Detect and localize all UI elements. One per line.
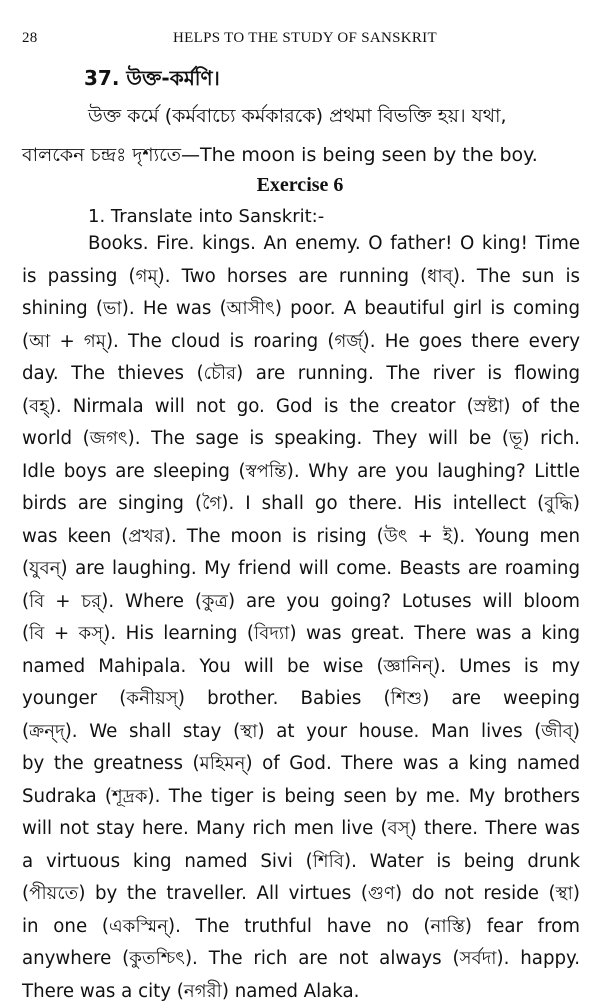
exercise-line: (আ + গম্). The cloud is roaring (গর্জ্). He goes there every xyxy=(22,326,580,359)
running-head: HELPS TO THE STUDY OF SANSKRIT xyxy=(22,30,578,47)
exercise-body xyxy=(22,228,580,1008)
exercise-line: Idle boys are sleeping (স্বপন্তি). Why are you laughing? Little xyxy=(22,456,580,489)
exercise-line: named Mahipala. You will be wise (জ্ঞানিন্). Umes is my xyxy=(22,651,580,684)
page-number: 28 xyxy=(22,30,38,47)
exercise-line: by the greatness (মহিমন্) of God. There was a king named xyxy=(22,748,580,781)
exercise-line: There was a city (নগরী) named Alaka. xyxy=(22,976,580,1008)
exercise-instruction: 1. Translate into Sanskrit:- xyxy=(88,206,324,227)
exercise-line: Sudraka (শূদ্রক). The tiger is being seen by me. My brothers xyxy=(22,781,580,814)
exercise-line: day. The thieves (চৌর) are running. The river is flowing xyxy=(22,358,580,391)
exercise-line: birds are singing (গৈ). I shall go there. His intellect (বুদ্ধি) xyxy=(22,488,580,521)
exercise-line: will not stay here. Many rich men live (বস্) there. There was xyxy=(22,813,580,846)
exercise-line: (পীয়তে) by the traveller. All virtues (গুণ) do not reside (স্থা) xyxy=(22,878,580,911)
exercise-line: anywhere (কুতশ্চিৎ). The rich are not always (সর্বদা). happy. xyxy=(22,943,580,976)
exercise-line: world (জগৎ). The sage is speaking. They will be (ভূ) rich. xyxy=(22,423,580,456)
grammar-rule-line: উক্ত কর্মে (কর্মবাচ্যে কর্মকারকে) প্রথমা বিভক্তি হয়। যথা, xyxy=(88,102,507,134)
exercise-line: (ক্রন্দ্). We shall stay (স্থা) at your house. Man lives (জীব্) xyxy=(22,716,580,749)
exercise-heading: Exercise 6 xyxy=(0,174,600,197)
exercise-line: shining (ভা). He was (আসীৎ) poor. A beautiful girl is coming xyxy=(22,293,580,326)
exercise-line: Books. Fire. kings. An enemy. O father! O king! Time xyxy=(22,228,580,261)
exercise-line: a virtuous king named Sivi (শিবি). Water is being drunk xyxy=(22,846,580,879)
grammar-example-line: বালকেন চন্দ্রঃ দৃশ্যতে—The moon is being seen by the boy. xyxy=(22,141,538,173)
exercise-line: (বহ্). Nirmala will not go. God is the creator (স্রষ্টা) of the xyxy=(22,391,580,424)
section-title: 37. উক্ত-কর্মণি। xyxy=(84,64,220,97)
exercise-line: (যুবন্) are laughing. My friend will come. Beasts are roaming xyxy=(22,553,580,586)
exercise-line: in one (একস্মিন্). The truthful have no (নাস্তি) fear from xyxy=(22,911,580,944)
page-header xyxy=(22,30,578,52)
exercise-line: (বি + চর্). Where (কুত্র) are you going? Lotuses will bloom xyxy=(22,586,580,619)
exercise-line: younger (কনীয়স্) brother. Babies (শিশু) are weeping xyxy=(22,683,580,716)
exercise-line: is passing (গম্). Two horses are running (ধাব্). The sun is xyxy=(22,261,580,294)
exercise-line: was keen (প্রখর). The moon is rising (উৎ + ই). Young men xyxy=(22,521,580,554)
exercise-line: (বি + কস্). His learning (বিদ্যা) was great. There was a king xyxy=(22,618,580,651)
